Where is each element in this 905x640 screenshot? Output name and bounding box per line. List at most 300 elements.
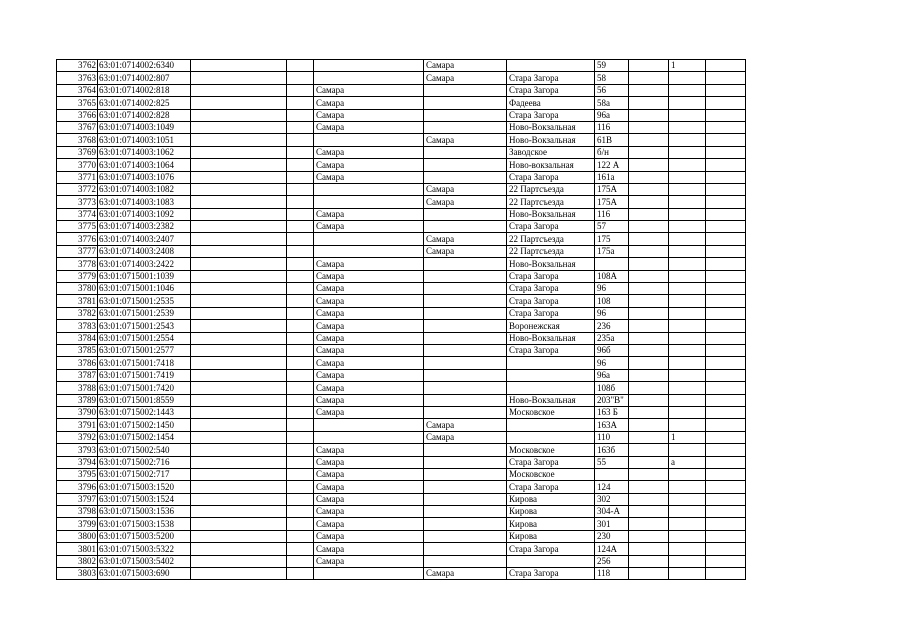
house-number-cell: 175А <box>595 183 629 195</box>
empty-cell <box>191 406 287 418</box>
table-row <box>57 481 746 493</box>
city-cell: Самара <box>314 530 424 542</box>
street-cell <box>507 382 595 394</box>
settlement-cell: Самара <box>424 245 507 257</box>
record-number-cell: 3792 <box>57 431 98 443</box>
city-cell <box>314 233 424 245</box>
settlement-cell <box>424 382 507 394</box>
building-cell <box>669 518 706 530</box>
city-cell <box>314 431 424 443</box>
cadastral-number-cell: 63:01:0714002:807 <box>98 72 191 84</box>
empty-cell <box>287 320 314 332</box>
street-cell: Фадеева <box>507 97 595 109</box>
city-cell: Самара <box>314 382 424 394</box>
empty-cell <box>191 506 287 518</box>
cadastral-number-cell: 63:01:0714002:825 <box>98 97 191 109</box>
cadastral-number-cell: 63:01:0715001:7419 <box>98 369 191 381</box>
empty-cell <box>706 208 746 220</box>
empty-cell <box>287 431 314 443</box>
city-cell: Самара <box>314 84 424 96</box>
house-number-cell: б/н <box>595 146 629 158</box>
empty-cell <box>191 258 287 270</box>
street-cell: Стара Загора <box>507 344 595 356</box>
empty-cell <box>287 369 314 381</box>
empty-cell <box>629 121 669 133</box>
settlement-cell <box>424 258 507 270</box>
empty-cell <box>706 530 746 542</box>
building-cell: а <box>669 456 706 468</box>
cadastral-number-cell: 63:01:0714002:818 <box>98 84 191 96</box>
empty-cell <box>706 506 746 518</box>
empty-cell <box>629 245 669 257</box>
settlement-cell <box>424 468 507 480</box>
house-number-cell <box>595 468 629 480</box>
cadastral-number-cell: 63:01:0715002:716 <box>98 456 191 468</box>
building-cell <box>669 97 706 109</box>
table-row <box>57 332 746 344</box>
record-number-cell: 3775 <box>57 221 98 233</box>
empty-cell <box>191 481 287 493</box>
empty-cell <box>287 530 314 542</box>
record-number-cell: 3802 <box>57 555 98 567</box>
building-cell <box>669 171 706 183</box>
empty-cell <box>629 344 669 356</box>
house-number-cell: 122 А <box>595 159 629 171</box>
house-number-cell: 175а <box>595 245 629 257</box>
building-cell <box>669 332 706 344</box>
empty-cell <box>629 568 669 580</box>
cadastral-number-cell: 63:01:0715001:8559 <box>98 394 191 406</box>
house-number-cell: 230 <box>595 530 629 542</box>
house-number-cell <box>595 258 629 270</box>
empty-cell <box>287 406 314 418</box>
empty-cell <box>629 493 669 505</box>
street-cell: Воронежская <box>507 320 595 332</box>
city-cell: Самара <box>314 97 424 109</box>
record-number-cell: 3766 <box>57 109 98 121</box>
building-cell <box>669 134 706 146</box>
table-row <box>57 221 746 233</box>
city-cell: Самара <box>314 109 424 121</box>
empty-cell <box>706 320 746 332</box>
street-cell: Ново-Вокзальная <box>507 332 595 344</box>
street-cell: Стара Загора <box>507 270 595 282</box>
settlement-cell <box>424 344 507 356</box>
house-number-cell: 96 <box>595 307 629 319</box>
empty-cell <box>191 97 287 109</box>
empty-cell <box>191 72 287 84</box>
empty-cell <box>191 307 287 319</box>
street-cell: 22 Партсъезда <box>507 233 595 245</box>
empty-cell <box>191 208 287 220</box>
building-cell <box>669 320 706 332</box>
record-number-cell: 3768 <box>57 134 98 146</box>
cadastral-number-cell: 63:01:0714003:1049 <box>98 121 191 133</box>
city-cell: Самара <box>314 518 424 530</box>
empty-cell <box>191 270 287 282</box>
table-row <box>57 568 746 580</box>
settlement-cell <box>424 320 507 332</box>
empty-cell <box>287 171 314 183</box>
cadastral-number-cell: 63:01:0714003:1064 <box>98 159 191 171</box>
empty-cell <box>706 456 746 468</box>
city-cell: Самара <box>314 555 424 567</box>
table-row <box>57 183 746 195</box>
city-cell: Самара <box>314 307 424 319</box>
settlement-cell <box>424 295 507 307</box>
empty-cell <box>629 468 669 480</box>
empty-cell <box>706 221 746 233</box>
empty-cell <box>191 568 287 580</box>
empty-cell <box>287 258 314 270</box>
empty-cell <box>706 468 746 480</box>
city-cell: Самара <box>314 270 424 282</box>
building-cell <box>669 468 706 480</box>
record-number-cell: 3769 <box>57 146 98 158</box>
empty-cell <box>706 171 746 183</box>
house-number-cell: 235а <box>595 332 629 344</box>
city-cell: Самара <box>314 221 424 233</box>
empty-cell <box>706 283 746 295</box>
empty-cell <box>706 258 746 270</box>
record-number-cell: 3776 <box>57 233 98 245</box>
record-number-cell: 3800 <box>57 530 98 542</box>
table-row <box>57 84 746 96</box>
house-number-cell: 124 <box>595 481 629 493</box>
empty-cell <box>706 134 746 146</box>
city-cell: Самара <box>314 369 424 381</box>
empty-cell <box>706 245 746 257</box>
cadastral-number-cell: 63:01:0715003:1536 <box>98 506 191 518</box>
empty-cell <box>191 183 287 195</box>
empty-cell <box>706 344 746 356</box>
cadastral-number-cell: 63:01:0715003:1520 <box>98 481 191 493</box>
city-cell: Самара <box>314 506 424 518</box>
cadastral-number-cell: 63:01:0715001:2554 <box>98 332 191 344</box>
empty-cell <box>706 196 746 208</box>
city-cell: Самара <box>314 406 424 418</box>
settlement-cell: Самара <box>424 60 507 72</box>
settlement-cell: Самара <box>424 431 507 443</box>
empty-cell <box>191 84 287 96</box>
settlement-cell: Самара <box>424 419 507 431</box>
record-number-cell: 3794 <box>57 456 98 468</box>
record-number-cell: 3798 <box>57 506 98 518</box>
settlement-cell <box>424 146 507 158</box>
cadastral-number-cell: 63:01:0714003:2382 <box>98 221 191 233</box>
house-number-cell: 110 <box>595 431 629 443</box>
record-number-cell: 3796 <box>57 481 98 493</box>
table-row <box>57 506 746 518</box>
house-number-cell: 116 <box>595 121 629 133</box>
empty-cell <box>629 394 669 406</box>
building-cell <box>669 506 706 518</box>
city-cell: Самара <box>314 332 424 344</box>
house-number-cell: 58а <box>595 97 629 109</box>
empty-cell <box>629 406 669 418</box>
street-cell: Кирова <box>507 518 595 530</box>
empty-cell <box>706 382 746 394</box>
house-number-cell: 256 <box>595 555 629 567</box>
empty-cell <box>706 295 746 307</box>
record-number-cell: 3771 <box>57 171 98 183</box>
empty-cell <box>706 233 746 245</box>
empty-cell <box>706 109 746 121</box>
street-cell: Ново-Вокзальная <box>507 121 595 133</box>
table-row <box>57 146 746 158</box>
street-cell <box>507 419 595 431</box>
building-cell <box>669 270 706 282</box>
table-row <box>57 320 746 332</box>
city-cell: Самара <box>314 258 424 270</box>
street-cell: Заводское <box>507 146 595 158</box>
table-row <box>57 295 746 307</box>
empty-cell <box>287 394 314 406</box>
table-row <box>57 97 746 109</box>
settlement-cell <box>424 159 507 171</box>
street-cell: Московское <box>507 468 595 480</box>
empty-cell <box>287 357 314 369</box>
city-cell: Самара <box>314 146 424 158</box>
city-cell: Самара <box>314 208 424 220</box>
empty-cell <box>287 382 314 394</box>
empty-cell <box>191 60 287 72</box>
house-number-cell: 59 <box>595 60 629 72</box>
street-cell: Ново-Вокзальная <box>507 258 595 270</box>
empty-cell <box>287 456 314 468</box>
street-cell: Стара Загора <box>507 283 595 295</box>
empty-cell <box>629 84 669 96</box>
empty-cell <box>629 72 669 84</box>
empty-cell <box>287 97 314 109</box>
empty-cell <box>706 555 746 567</box>
empty-cell <box>629 208 669 220</box>
empty-cell <box>629 332 669 344</box>
empty-cell <box>629 283 669 295</box>
record-number-cell: 3778 <box>57 258 98 270</box>
empty-cell <box>191 369 287 381</box>
empty-cell <box>191 419 287 431</box>
cadastral-number-cell: 63:01:0715002:1450 <box>98 419 191 431</box>
empty-cell <box>629 382 669 394</box>
empty-cell <box>706 543 746 555</box>
empty-cell <box>287 245 314 257</box>
empty-cell <box>191 493 287 505</box>
empty-cell <box>191 146 287 158</box>
record-number-cell: 3781 <box>57 295 98 307</box>
building-cell <box>669 283 706 295</box>
city-cell: Самара <box>314 121 424 133</box>
street-cell: Стара Загора <box>507 171 595 183</box>
table-row <box>57 233 746 245</box>
street-cell: Кирова <box>507 493 595 505</box>
cadastral-number-cell: 63:01:0715001:2535 <box>98 295 191 307</box>
house-number-cell: 116 <box>595 208 629 220</box>
record-number-cell: 3779 <box>57 270 98 282</box>
settlement-cell <box>424 543 507 555</box>
city-cell <box>314 72 424 84</box>
building-cell <box>669 72 706 84</box>
house-number-cell: 57 <box>595 221 629 233</box>
table-row <box>57 444 746 456</box>
record-number-cell: 3786 <box>57 357 98 369</box>
table-row <box>57 171 746 183</box>
building-cell <box>669 369 706 381</box>
street-cell: Стара Загора <box>507 109 595 121</box>
settlement-cell <box>424 481 507 493</box>
cadastral-number-cell: 63:01:0715003:1524 <box>98 493 191 505</box>
street-cell <box>507 369 595 381</box>
building-cell <box>669 493 706 505</box>
table-row <box>57 530 746 542</box>
empty-cell <box>629 481 669 493</box>
building-cell <box>669 183 706 195</box>
empty-cell <box>287 159 314 171</box>
empty-cell <box>191 518 287 530</box>
record-number-cell: 3772 <box>57 183 98 195</box>
building-cell <box>669 245 706 257</box>
house-number-cell: 96а <box>595 369 629 381</box>
settlement-cell <box>424 171 507 183</box>
settlement-cell <box>424 444 507 456</box>
settlement-cell: Самара <box>424 568 507 580</box>
city-cell: Самара <box>314 320 424 332</box>
house-number-cell: 161а <box>595 171 629 183</box>
empty-cell <box>191 295 287 307</box>
empty-cell <box>706 406 746 418</box>
table-row <box>57 406 746 418</box>
empty-cell <box>287 506 314 518</box>
empty-cell <box>191 245 287 257</box>
empty-cell <box>706 332 746 344</box>
building-cell: 1 <box>669 431 706 443</box>
city-cell: Самара <box>314 456 424 468</box>
cadastral-number-cell: 63:01:0715003:5200 <box>98 530 191 542</box>
house-number-cell: 301 <box>595 518 629 530</box>
empty-cell <box>191 555 287 567</box>
house-number-cell: 124А <box>595 543 629 555</box>
table-row <box>57 543 746 555</box>
cadastral-number-cell: 63:01:0715001:1039 <box>98 270 191 282</box>
record-number-cell: 3793 <box>57 444 98 456</box>
street-cell: Московское <box>507 444 595 456</box>
empty-cell <box>287 270 314 282</box>
house-number-cell: 61В <box>595 134 629 146</box>
empty-cell <box>191 332 287 344</box>
settlement-cell <box>424 506 507 518</box>
building-cell <box>669 307 706 319</box>
empty-cell <box>629 258 669 270</box>
city-cell <box>314 419 424 431</box>
street-cell: Кирова <box>507 530 595 542</box>
city-cell <box>314 60 424 72</box>
building-cell <box>669 121 706 133</box>
empty-cell <box>287 146 314 158</box>
empty-cell <box>191 357 287 369</box>
empty-cell <box>706 568 746 580</box>
empty-cell <box>706 518 746 530</box>
table-row <box>57 493 746 505</box>
empty-cell <box>629 506 669 518</box>
building-cell <box>669 159 706 171</box>
building-cell <box>669 295 706 307</box>
house-number-cell: 108 <box>595 295 629 307</box>
table-row <box>57 159 746 171</box>
empty-cell <box>706 357 746 369</box>
record-number-cell: 3782 <box>57 307 98 319</box>
record-number-cell: 3767 <box>57 121 98 133</box>
empty-cell <box>629 270 669 282</box>
empty-cell <box>287 183 314 195</box>
empty-cell <box>191 530 287 542</box>
house-number-cell: 96б <box>595 344 629 356</box>
empty-cell <box>629 431 669 443</box>
empty-cell <box>191 320 287 332</box>
table-row <box>57 60 746 72</box>
street-cell <box>507 60 595 72</box>
city-cell: Самара <box>314 295 424 307</box>
empty-cell <box>706 121 746 133</box>
empty-cell <box>287 283 314 295</box>
building-cell <box>669 196 706 208</box>
street-cell <box>507 431 595 443</box>
city-cell <box>314 568 424 580</box>
settlement-cell <box>424 530 507 542</box>
settlement-cell <box>424 221 507 233</box>
empty-cell <box>191 431 287 443</box>
empty-cell <box>629 530 669 542</box>
cadastral-number-cell: 63:01:0715001:1046 <box>98 283 191 295</box>
cadastral-number-cell: 63:01:0714003:1062 <box>98 146 191 158</box>
house-number-cell: 175А <box>595 196 629 208</box>
record-number-cell: 3799 <box>57 518 98 530</box>
cadastral-number-cell: 63:01:0715002:1443 <box>98 406 191 418</box>
empty-cell <box>287 555 314 567</box>
house-number-cell: 163А <box>595 419 629 431</box>
empty-cell <box>287 233 314 245</box>
settlement-cell <box>424 332 507 344</box>
empty-cell <box>287 208 314 220</box>
empty-cell <box>629 159 669 171</box>
empty-cell <box>629 555 669 567</box>
cadastral-number-cell: 63:01:0714003:2408 <box>98 245 191 257</box>
settlement-cell: Самара <box>424 134 507 146</box>
empty-cell <box>629 134 669 146</box>
house-number-cell: 56 <box>595 84 629 96</box>
street-cell: Ново-вокзальная <box>507 159 595 171</box>
table-row <box>57 394 746 406</box>
cadastral-number-cell: 63:01:0714003:1092 <box>98 208 191 220</box>
settlement-cell <box>424 307 507 319</box>
table-row <box>57 109 746 121</box>
empty-cell <box>629 183 669 195</box>
settlement-cell <box>424 97 507 109</box>
empty-cell <box>706 444 746 456</box>
empty-cell <box>706 307 746 319</box>
table-row <box>57 307 746 319</box>
table-row <box>57 72 746 84</box>
building-cell <box>669 543 706 555</box>
cadastral-number-cell: 63:01:0714002:828 <box>98 109 191 121</box>
settlement-cell <box>424 270 507 282</box>
cadastral-number-cell: 63:01:0715003:5322 <box>98 543 191 555</box>
settlement-cell <box>424 406 507 418</box>
cadastral-number-cell: 63:01:0714003:1083 <box>98 196 191 208</box>
house-number-cell: 163б <box>595 444 629 456</box>
table-row <box>57 369 746 381</box>
table-row <box>57 344 746 356</box>
city-cell <box>314 183 424 195</box>
